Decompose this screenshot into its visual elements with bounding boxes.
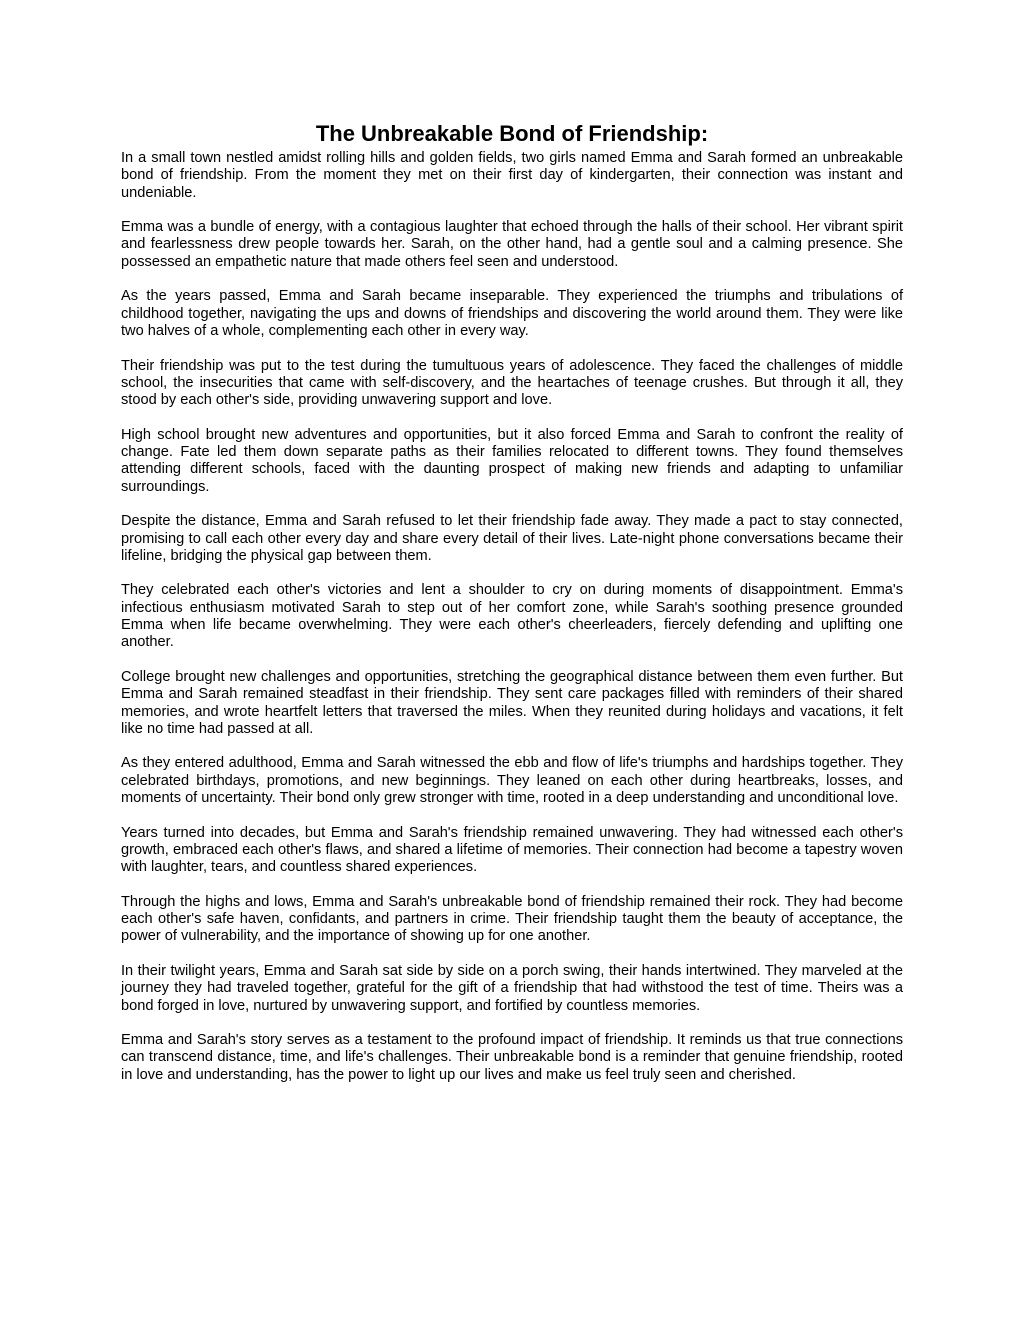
paragraph: College brought new challenges and opportunities, stretching the geographical distance between them even further. But Emma and Sarah remained steadfast in their friendship. They sent care packages filled with reminders of their shared memories, and wrote heartfelt letters that traversed the miles. When they reunited during holidays and vacations, it felt like no time had passed at all. xyxy=(121,668,903,737)
document-page xyxy=(121,120,903,1101)
document-title: The Unbreakable Bond of Friendship: xyxy=(315,121,709,146)
paragraph: Through the highs and lows, Emma and Sarah's unbreakable bond of friendship remained their rock. They had become each other's safe haven, confidants, and partners in crime. Their friendship taught them the beauty of acceptance, the power of vulnerability, and the importance of showing up for one another. xyxy=(121,893,903,945)
paragraph: Despite the distance, Emma and Sarah refused to let their friendship fade away. They made a pact to stay connected, promising to call each other every day and share every detail of their lives. Late-night phone conversations became their lifeline, bridging the physical gap between them. xyxy=(121,513,903,564)
document-body xyxy=(121,150,903,1084)
paragraph: In a small town nestled amidst rolling hills and golden fields, two girls named Emma and Sarah formed an unbreakable bond of friendship. From the moment they met on their first day of kindergarten, their connection was instant and undeniable. xyxy=(121,150,903,201)
paragraph: Years turned into decades, but Emma and Sarah's friendship remained unwavering. They had witnessed each other's growth, embraced each other's flaws, and shared a lifetime of memories. Their connection had become a tapestry woven with laughter, tears, and countless shared experiences. xyxy=(121,824,903,876)
paragraph: As the years passed, Emma and Sarah became inseparable. They experienced the triumphs and tribulations of childhood together, navigating the ups and downs of friendships and discovering the world around them. They were like two halves of a whole, complementing each other in every way. xyxy=(121,288,903,339)
paragraph: In their twilight years, Emma and Sarah sat side by side on a porch swing, their hands intertwined. They marveled at the journey they had traveled together, grateful for the gift of a friendship that had withstood the test of time. Theirs was a bond forged in love, nurtured by unwavering support, and fortified by countless memories. xyxy=(121,962,903,1014)
paragraph: Emma and Sarah's story serves as a testament to the profound impact of friendship. It reminds us that true connections can transcend distance, time, and life's challenges. Their unbreakable bond is a reminder that genuine friendship, rooted in love and understanding, has the power to light up our lives and make us feel truly seen and cherished. xyxy=(121,1032,903,1083)
paragraph: Their friendship was put to the test during the tumultuous years of adolescence. They faced the challenges of middle school, the insecurities that came with self-discovery, and the heartaches of teenage crushes. But through it all, they stood by each other's side, providing unwavering support and love. xyxy=(121,357,903,409)
paragraph: As they entered adulthood, Emma and Sarah witnessed the ebb and flow of life's triumphs and hardships together. They celebrated birthdays, promotions, and new beginnings. They leaned on each other during heartbreaks, losses, and moments of uncertainty. Their bond only grew stronger with time, rooted in a deep understanding and unconditional love. xyxy=(121,755,903,806)
paragraph: They celebrated each other's victories and lent a shoulder to cry on during moments of disappointment. Emma's infectious enthusiasm motivated Sarah to step out of her comfort zone, while Sarah's soothing presence grounded Emma when life became overwhelming. They were each other's cheerleaders, fiercely defending and uplifting one another. xyxy=(121,582,903,651)
paragraph: High school brought new adventures and opportunities, but it also forced Emma and Sarah to confront the reality of change. Fate led them down separate paths as their families relocated to different towns. They found themselves attending different schools, faced with the daunting prospect of making new friends and adapting to unfamiliar surroundings. xyxy=(121,426,903,495)
paragraph: Emma was a bundle of energy, with a contagious laughter that echoed through the halls of their school. Her vibrant spirit and fearlessness drew people towards her. Sarah, on the other hand, had a gentle soul and a calming presence. She possessed an empathetic nature that made others feel seen and understood. xyxy=(121,219,903,270)
